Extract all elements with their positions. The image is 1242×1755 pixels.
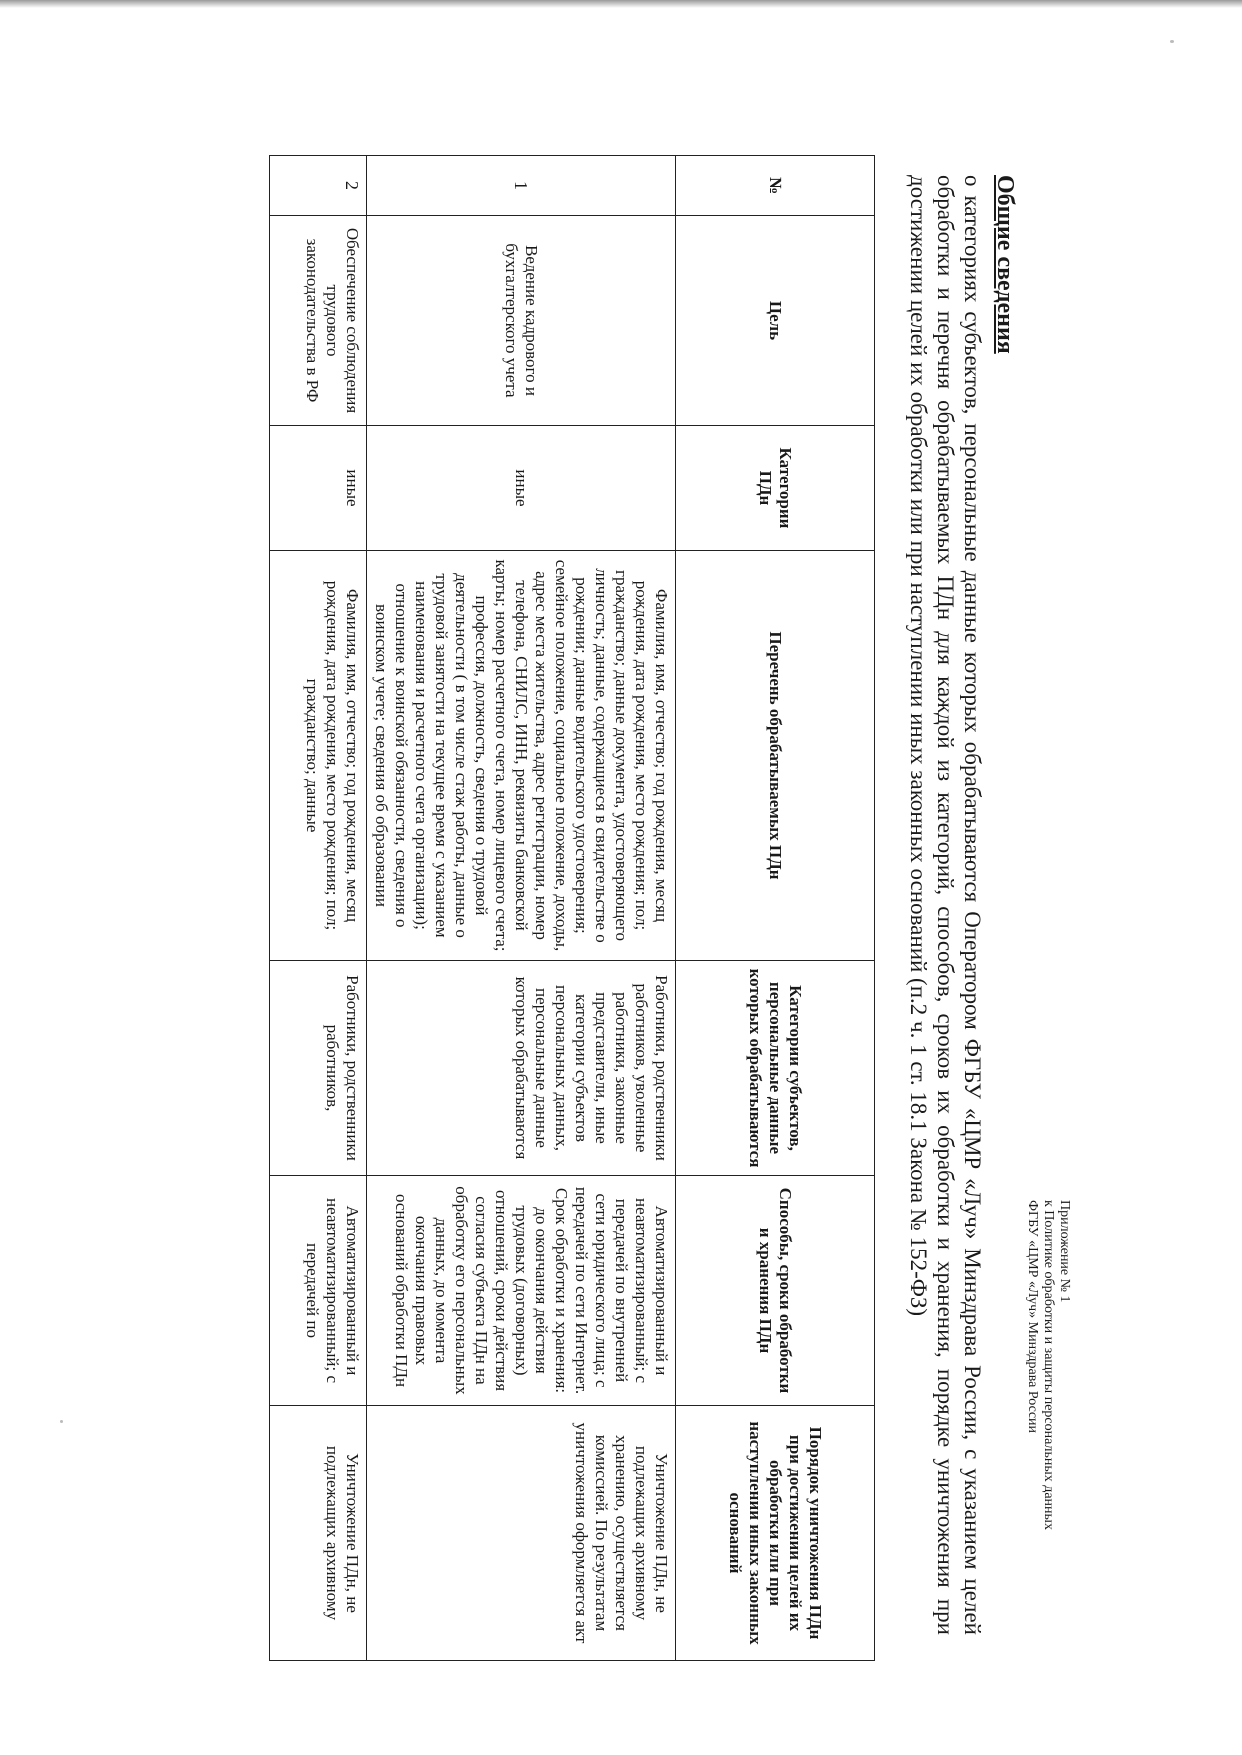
- row-destruction: Уничтожение ПДн, не подлежащих архивному: [270, 1406, 367, 1661]
- row-num: 1: [367, 156, 676, 216]
- row-list: Фамилия, имя, отчество; год рождения, месяц рождения, дата рождения, место рождения; пол; гражданство; данные документа, удостоверяющего личность; данные, содержащиеся в свидетельстве о рождении; данные водительского удостоверения; семейное положение, социальное положение, доходы, адрес места жительства, адрес регистрации, номер телефона, СНИЛС, ИНН, реквизиты банковской карты; номер расчетного счета, номер лицевого счета; профессия, должность, сведения о трудовой деятельности ( в том числе стаж работы, данные о трудовой занятости на текущее время с указанием наименования и расчетного счета организации); отношение к воинской обязанности, сведения о воинском учете; сведения об образовании: [367, 551, 676, 961]
- scan-speck: [1170, 40, 1174, 43]
- row-category: иные: [367, 426, 676, 551]
- header-goal: Цель: [676, 216, 875, 426]
- row-list: Фамилия, имя, отчество; год рождения, месяц рождения, дата рождения, место рождения; пол; гражданство; данные: [270, 551, 367, 961]
- header-list: Перечень обрабатываемых ПДн: [676, 551, 875, 961]
- document-intro: о категориях субъектов, персональные данные которых обрабатываются Оператором ФГБУ «ЦМР «Луч» Минздрава России, с указанием целей обработки и перечня обрабатываемых ПДн для каждой из категорий, способов, сроков их обработки и хранения, порядке уничтожения при достижении целей их обработки или при наступлении иных законных оснований (п.2 ч. 1 ст. 18.1 Закона № 152-ФЗ): [906, 175, 985, 1635]
- header-methods: Способы, сроки обработки и хранения ПДн: [676, 1176, 875, 1406]
- row-subjects: Работники, родственники работников,: [270, 961, 367, 1176]
- document-title: Общие сведения: [992, 175, 1018, 354]
- appendix-line: к Политике обработки и защиты персональных данных: [1041, 1200, 1056, 1530]
- header-destruction: Порядок уничтожения ПДн при достижении целей их обработки или при наступлении иных законных оснований: [676, 1406, 875, 1661]
- appendix-line: Приложение № 1: [1057, 1200, 1072, 1303]
- pdn-table: [269, 155, 875, 1661]
- row-num: 2: [270, 156, 367, 216]
- header-subjects: Категории субъектов, персональные данные которых обрабатываются: [676, 961, 875, 1176]
- document-page: [60, 120, 1080, 1680]
- row-methods: Автоматизированный и неавтоматизированный; с передачей по: [270, 1176, 367, 1406]
- row-goal: Ведение кадрового и бухгалтерского учета: [367, 216, 676, 426]
- header-num: №: [676, 156, 875, 216]
- row-goal: Обеспечение соблюдения трудового законодательства в РФ: [270, 216, 367, 426]
- table-header-row: [676, 156, 875, 1661]
- appendix-note: [1024, 1200, 1072, 1660]
- row-methods: Автоматизированный и неавтоматизированный; с передачей по внутренней сети юридического лица; с передачей по сети Интернет. Срок обработки и хранения: до окончания действия трудовых (договорных) отношений, сроки действия согласия субъекта ПДн на обработку его персональных данных, до момента окончания правовых оснований обработки ПДн: [367, 1176, 676, 1406]
- row-destruction: Уничтожение ПДн, не подлежащих архивному хранению, осуществляется комиссией. По результатам уничтожения оформляется акт: [367, 1406, 676, 1661]
- table-row: [367, 156, 676, 1661]
- row-category: иные: [270, 426, 367, 551]
- table-row: [270, 156, 367, 1661]
- header-category: Категории ПДн: [676, 426, 875, 551]
- appendix-line: ФГБУ «ЦМР «Луч» Минздрава России: [1025, 1200, 1040, 1434]
- row-subjects: Работники, родственники работников, уволенные работники, законные представители, иные категории субъектов персональных данных, персональные данные которых обрабатываются: [367, 961, 676, 1176]
- scan-edge-shadow: [0, 0, 1242, 8]
